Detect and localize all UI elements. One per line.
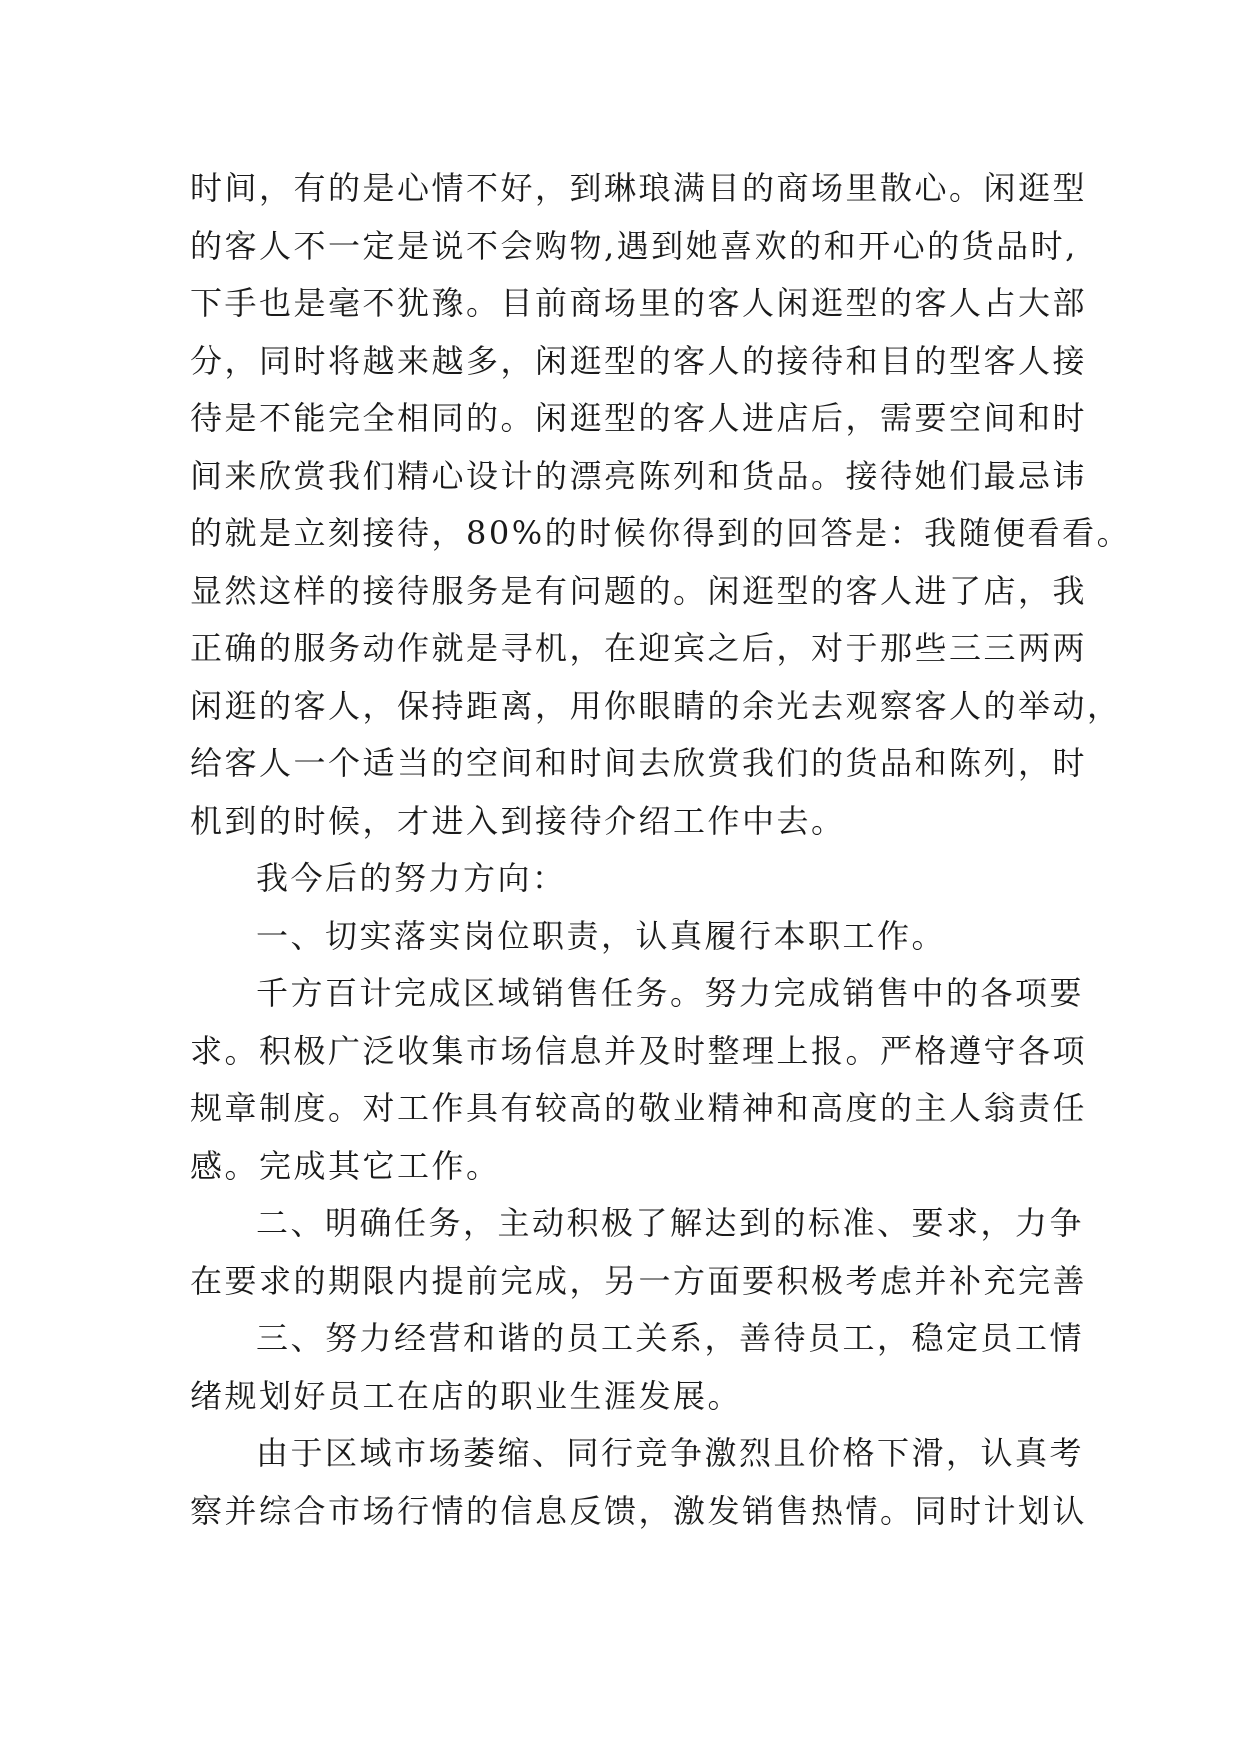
text-line: 我今后的努力方向： [256,859,567,897]
text-line: 规章制度。对工作具有较高的敬业精神和高度的主人翁责任 [190,1089,1088,1127]
text-line: 的客人不一定是说不会购物,遇到她喜欢的和开心的货品时, [190,226,1078,265]
text-line: 察并综合市场行情的信息反馈，激发销售热情。同时计划认 [190,1491,1088,1530]
text-line: 求。积极广泛收集市场信息并及时整理上报。严格遵守各项 [190,1031,1088,1070]
text-line: 闲逛的客人，保持距离，用你眼睛的余光去观察客人的举动， [190,686,1122,725]
text-line: 绪规划好员工在店的职业生涯发展。 [190,1376,743,1415]
text-line: 间来欣赏我们精心设计的漂亮陈列和货品。接待她们最忌讳 [190,456,1088,495]
text-line: 下手也是毫不犹豫。目前商场里的客人闲逛型的客人占大部 [190,284,1088,322]
text-line: 待是不能完全相同的。闲逛型的客人进店后，需要空间和时 [190,399,1088,437]
text-line: 分，同时将越来越多，闲逛型的客人的接待和目的型客人接 [190,341,1088,380]
text-line: 时间，有的是心情不好，到琳琅满目的商场里散心。闲逛型 [190,169,1088,207]
text-line: 显然这样的接待服务是有问题的。闲逛型的客人进了店，我 [190,571,1088,610]
text-line: 二、明确任务，主动积极了解达到的标准、要求，力争 [256,1204,1085,1242]
text-line: 的就是立刻接待，80%的时候你得到的回答是：我随便看看。 [190,514,1132,552]
text-line: 给客人一个适当的空间和时间去欣赏我们的货品和陈列，时 [190,744,1088,782]
text-line: 机到的时候，才进入到接待介绍工作中去。 [190,801,846,840]
text-line: 正确的服务动作就是寻机，在迎宾之后，对于那些三三两两 [190,629,1088,667]
text-line: 感。完成其它工作。 [190,1146,501,1185]
document-body [190,160,1132,1540]
text-line: 三、努力经营和谐的员工关系，善待员工，稳定员工情 [256,1319,1085,1357]
text-line: 在要求的期限内提前完成，另一方面要积极考虑并补充完善 [190,1261,1088,1300]
text-line: 千方百计完成区域销售任务。努力完成销售中的各项要 [256,974,1085,1012]
text-line: 一、切实落实岗位职责，认真履行本职工作。 [256,916,947,955]
text-line: 由于区域市场萎缩、同行竞争激烈且价格下滑，认真考 [256,1434,1085,1472]
